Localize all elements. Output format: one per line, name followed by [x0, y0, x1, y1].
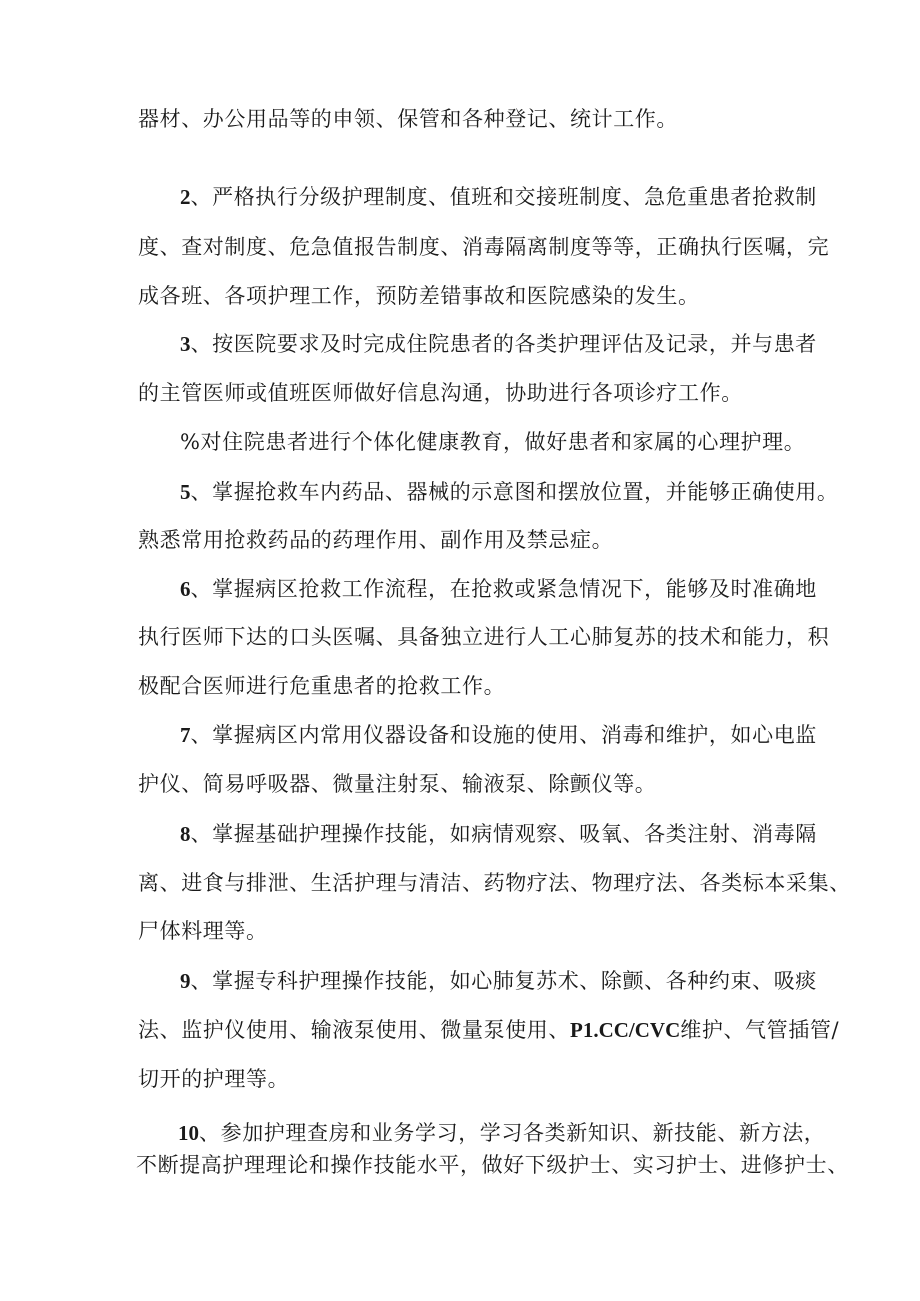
list-item-2: 2、严格执行分级护理制度、值班和交接班制度、急危重患者抢救制 — [180, 185, 817, 209]
text-line: 离、进食与排泄、生活护理与清洁、药物疗法、物理疗法、各类标本采集、 — [138, 871, 851, 895]
item-number: 6 — [180, 577, 191, 601]
list-item-5: 5、掌握抢救车内药品、器械的示意图和摆放位置，并能够正确使用。 — [180, 480, 839, 504]
text-line: 的主管医师或值班医师做好信息沟通，协助进行各项诊疗工作。 — [138, 381, 743, 405]
item-number: 5 — [180, 480, 191, 504]
text-line: 熟悉常用抢救药品的药理作用、副作用及禁忌症。 — [138, 528, 614, 552]
item-number: 2 — [180, 185, 191, 209]
bold-term: P1.CC/CVC — [570, 1018, 681, 1042]
text-line: 尸体料理等。 — [138, 919, 268, 943]
item-number: 8 — [180, 822, 191, 846]
text-line: 极配合医师进行危重患者的抢救工作。 — [138, 674, 506, 698]
text-line: 切开的护理等。 — [138, 1067, 290, 1091]
list-item-8: 8、掌握基础护理操作技能，如病情观察、吸氧、各类注射、消毒隔 — [180, 822, 817, 846]
text-line: 法、监护仪使用、输液泵使用、微量泵使用、P1.CC/CVC维护、气管插管/ — [138, 1018, 840, 1042]
item-number: 9 — [180, 969, 191, 993]
list-item-3: 3、按医院要求及时完成住院患者的各类护理评估及记录，并与患者 — [180, 332, 817, 356]
item-number: 7 — [180, 723, 191, 747]
item-number: 3 — [180, 332, 191, 356]
text-line: 成各班、各项护理工作，预防差错事故和医院感染的发生。 — [138, 284, 700, 308]
text-line: 执行医师下达的口头医嘱、具备独立进行人工心肺复苏的技术和能力，积 — [138, 625, 830, 649]
list-item-10: 10、参加护理查房和业务学习，学习各类新知识、新技能、新方法， — [178, 1121, 826, 1145]
text-line: 度、查对制度、危急值报告制度、消毒隔离制度等等，正确执行医嘱，完 — [138, 235, 830, 259]
text-line: 器材、办公用品等的申领、保管和各种登记、统计工作。 — [138, 107, 678, 131]
list-item-9: 9、掌握专科护理操作技能，如心肺复苏术、除颤、各种约束、吸痰 — [180, 969, 817, 993]
list-item-4: %对住院患者进行个体化健康教育，做好患者和家属的心理护理。 — [180, 430, 806, 454]
list-item-6: 6、掌握病区抢救工作流程，在抢救或紧急情况下，能够及时准确地 — [180, 577, 817, 601]
text-line: 护仪、简易呼吸器、微量注射泵、输液泵、除颤仪等。 — [138, 772, 657, 796]
item-number: 10 — [178, 1121, 199, 1145]
text-line: 不断提高护理理论和操作技能水平，做好下级护士、实习护士、进修护士、 — [136, 1153, 849, 1177]
list-item-7: 7、掌握病区内常用仪器设备和设施的使用、消毒和维护，如心电监 — [180, 723, 817, 747]
